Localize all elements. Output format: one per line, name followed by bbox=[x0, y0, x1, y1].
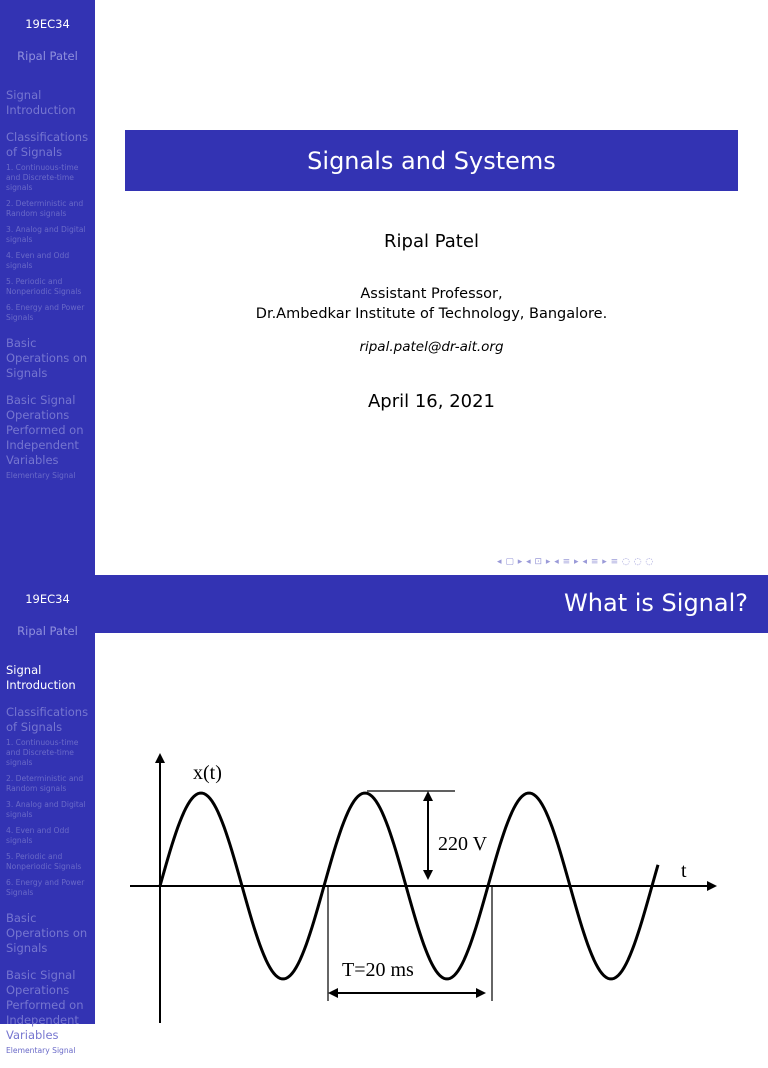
x-axis-label: t bbox=[681, 860, 687, 882]
period-label: T=20 ms bbox=[342, 959, 414, 981]
author-name: Ripal Patel bbox=[384, 231, 479, 252]
content-slide bbox=[0, 575, 768, 1055]
toc-section-classifications[interactable]: Classifications of Signals bbox=[6, 705, 89, 734]
toc-subsection[interactable]: Elementary Signal bbox=[6, 470, 76, 480]
sidebar-course-code[interactable]: 19EC34 bbox=[25, 17, 70, 31]
presentation-title-box bbox=[125, 130, 738, 191]
toc-section-basic-operations[interactable]: Basic Operations on Signals bbox=[6, 910, 88, 955]
presentation-date: April 16, 2021 bbox=[367, 391, 496, 412]
toc-subsection[interactable]: 5. Periodic and Nonperiodic Signals bbox=[6, 852, 82, 872]
author-position: Assistant Professor, bbox=[360, 286, 503, 302]
toc-section-signal-introduction[interactable]: Signal Introduction bbox=[6, 88, 76, 117]
sidebar bbox=[0, 575, 95, 1055]
toc-subsection[interactable]: 6. Energy and Power Signals bbox=[6, 878, 85, 898]
sidebar-author[interactable]: Ripal Patel bbox=[17, 49, 78, 63]
sine-wave-figure bbox=[120, 743, 730, 1023]
toc-section-independent-variables[interactable]: Basic Signal Operations Performed on Independent Variables bbox=[6, 392, 84, 467]
toc-subsection[interactable]: Elementary Signal bbox=[6, 1045, 76, 1055]
beamer-navigation-icons[interactable]: ◂ ▢ ▸ ◂ ⊡ ▸ ◂ ≡ ▸ ◂ ≡ ▸ ≡ ◌ ◌ ◌ bbox=[497, 557, 654, 567]
toc-section-independent-variables[interactable]: Basic Signal Operations Performed on Independent Variables bbox=[6, 967, 84, 1042]
presentation-title: Signals and Systems bbox=[307, 146, 556, 175]
toc-subsection[interactable]: 1. Continuous-time and Discrete-time signals bbox=[6, 163, 79, 193]
toc-subsection[interactable]: 1. Continuous-time and Discrete-time signals bbox=[6, 738, 79, 768]
toc-section-signal-introduction[interactable]: Signal Introduction bbox=[6, 663, 76, 692]
toc-subsection[interactable]: 2. Deterministic and Random signals bbox=[6, 199, 84, 219]
sidebar-author[interactable]: Ripal Patel bbox=[17, 624, 78, 638]
sidebar bbox=[0, 0, 95, 575]
y-axis-label: x(t) bbox=[193, 762, 222, 784]
author-email: ripal.patel@dr-ait.org bbox=[359, 339, 504, 355]
toc-subsection[interactable]: 4. Even and Odd signals bbox=[6, 826, 70, 846]
author-institute: Dr.Ambedkar Institute of Technology, Bangalore. bbox=[255, 306, 608, 322]
sidebar-toc bbox=[6, 663, 92, 1068]
frame-title-bar bbox=[95, 575, 768, 633]
frame-title: What is Signal? bbox=[564, 589, 748, 617]
toc-section-basic-operations[interactable]: Basic Operations on Signals bbox=[6, 335, 88, 380]
amplitude-label: 220 V bbox=[438, 833, 488, 855]
toc-subsection[interactable]: 4. Even and Odd signals bbox=[6, 251, 70, 271]
toc-subsection[interactable]: 6. Energy and Power Signals bbox=[6, 303, 85, 323]
sidebar-course-code[interactable]: 19EC34 bbox=[25, 592, 70, 606]
toc-subsection[interactable]: 3. Analog and Digital signals bbox=[6, 225, 86, 245]
toc-section-classifications[interactable]: Classifications of Signals bbox=[6, 130, 89, 159]
sidebar-toc bbox=[6, 88, 92, 493]
toc-subsection[interactable]: 2. Deterministic and Random signals bbox=[6, 774, 84, 794]
toc-subsection[interactable]: 3. Analog and Digital signals bbox=[6, 800, 86, 820]
toc-subsection[interactable]: 5. Periodic and Nonperiodic Signals bbox=[6, 277, 82, 297]
